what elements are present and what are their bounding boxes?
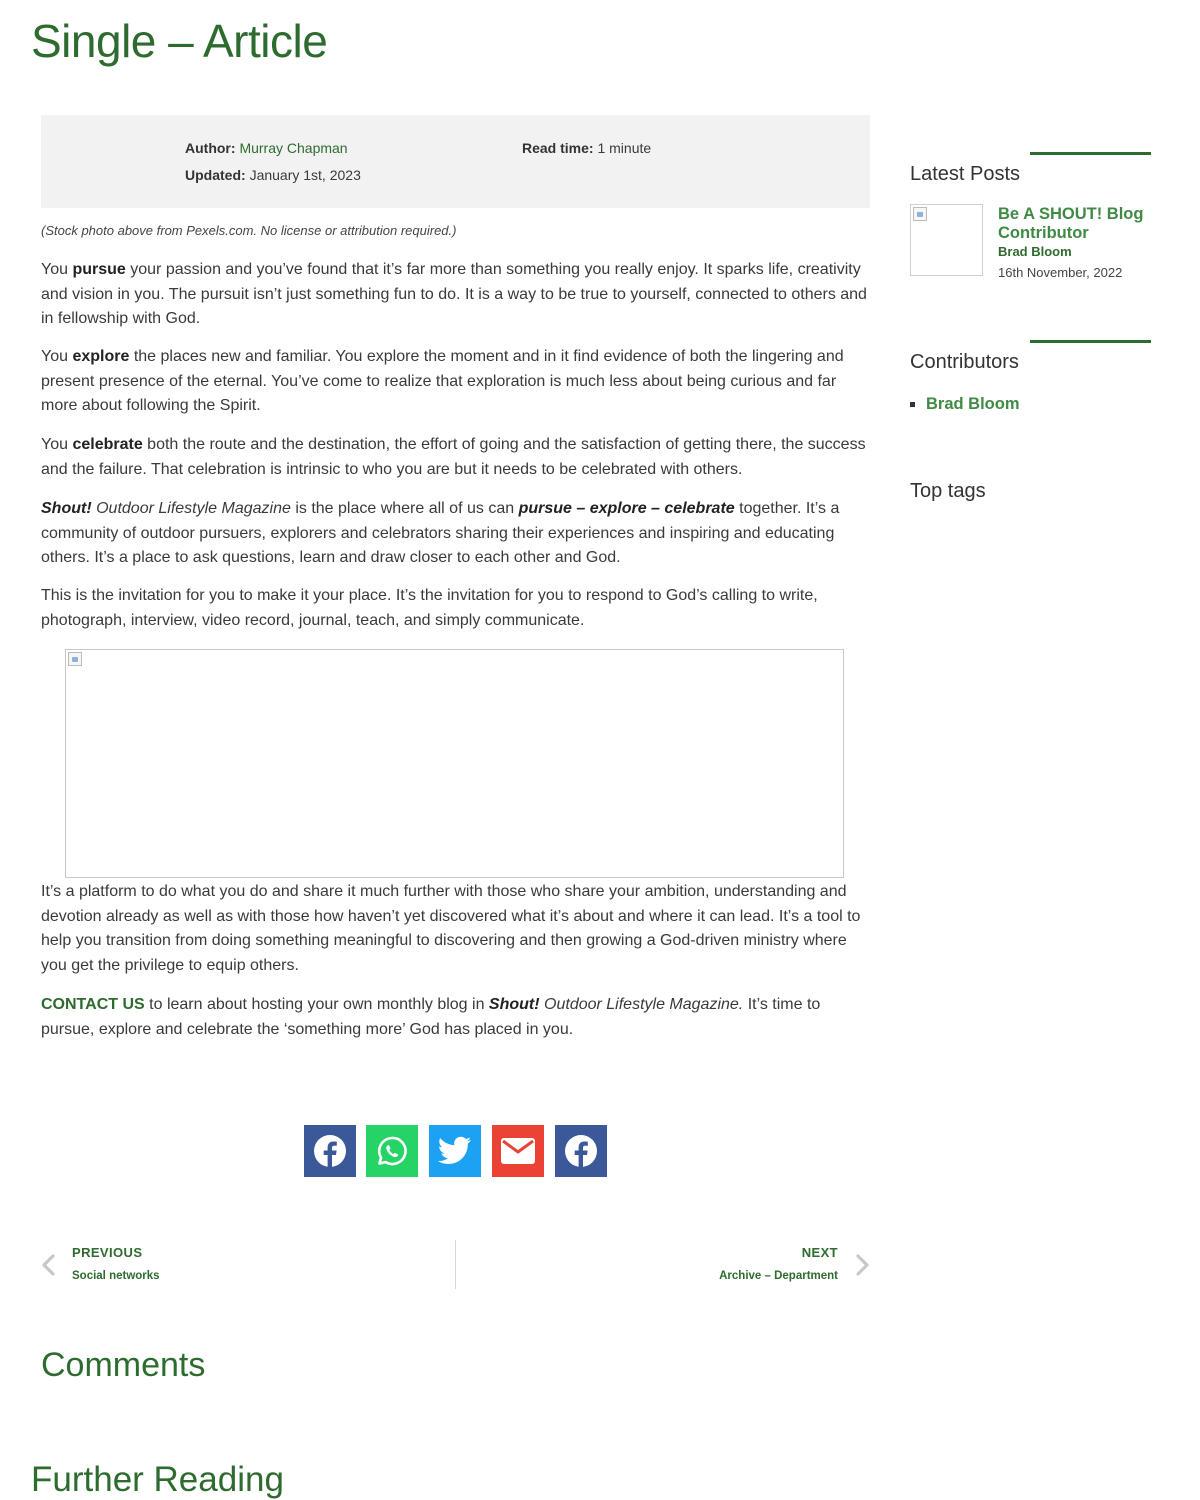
contributors-heading: Contributors (910, 351, 1019, 373)
updated-label: Updated: (185, 167, 246, 183)
updated-line (185, 167, 361, 183)
read-time-label: Read time: (522, 140, 594, 156)
share-email-button[interactable] (492, 1125, 544, 1177)
chevron-right-icon (856, 1254, 870, 1276)
article-image (65, 649, 844, 878)
share-facebook-button[interactable] (304, 1125, 356, 1177)
latest-post-author: Brad Bloom (998, 244, 1072, 259)
latest-post-date: 16th November, 2022 (998, 265, 1123, 280)
comments-title: Comments (41, 1346, 206, 1384)
photo-caption: (Stock photo above from Pexels.com. No license or attribution required.) (41, 223, 457, 238)
broken-image-icon (913, 207, 927, 221)
email-icon (501, 1138, 535, 1164)
paragraph-pursue: You pursue your passion and you’ve found that it’s far more than something you really enjoy. It sparks life, creativity and vision in you. The pursuit isn’t just something fun to do. It is a way to be true to yourself, connected to others and in fellowship with God. (41, 261, 867, 327)
latest-posts-heading: Latest Posts (910, 163, 1021, 185)
celebrate-keyword: celebrate (72, 436, 143, 453)
previous-label: PREVIOUS (72, 1245, 143, 1260)
updated-value: January 1st, 2023 (249, 167, 361, 183)
share-twitter-button[interactable] (429, 1125, 481, 1177)
paragraph-contact: CONTACT US to learn about hosting your own monthly blog in Shout! Outdoor Lifestyle Magazine. It’s time to pursue, explore and celebrate the ‘something more’ God has placed in you. (41, 996, 821, 1038)
next-label: NEXT (801, 1245, 838, 1260)
page-title: Single – Article (31, 15, 328, 67)
pec-tagline: pursue – explore – celebrate (518, 500, 735, 517)
paragraph-magazine: Shout! Outdoor Lifestyle Magazine is the place where all of us can pursue – explore – celebrate together. It’s a community of outdoor pursuers, explorers and celebrators sharing their experiences and inspiring and educating others. It’s a place to ask questions, learn and draw closer to each other and God. (41, 500, 840, 566)
author-link[interactable]: Murray Chapman (239, 140, 348, 156)
further-reading-title: Further Reading (31, 1460, 284, 1499)
author-line (185, 140, 348, 156)
facebook-icon (564, 1134, 598, 1168)
post-nav-divider (455, 1240, 456, 1289)
contributor-link[interactable]: Brad Bloom (926, 395, 1020, 413)
share-facebook-button-2[interactable] (555, 1125, 607, 1177)
contact-us-link[interactable]: CONTACT US (41, 996, 145, 1013)
next-post-title: Archive – Department (719, 1270, 838, 1282)
list-bullet (910, 402, 915, 407)
chevron-left-icon (41, 1254, 55, 1276)
latest-post-title[interactable]: Be A SHOUT! Blog Contributor (998, 205, 1144, 242)
whatsapp-icon (376, 1135, 408, 1167)
paragraph-invitation: This is the invitation for you to make it your place. It’s the invitation for you to respond to God’s calling to write, photograph, interview, video record, journal, teach, and simply communicate. (41, 587, 818, 629)
latest-posts-rule (1030, 152, 1151, 155)
share-whatsapp-button[interactable] (366, 1125, 418, 1177)
contributors-rule (1030, 340, 1151, 343)
next-post-link[interactable] (460, 1240, 870, 1289)
post-thumbnail[interactable] (910, 204, 983, 276)
paragraph-platform: It’s a platform to do what you do and share it much further with those who share your ambition, understanding and devotion already as well as with those how haven’t yet discovered what it’s about and where it can lead. It’s a tool to help you transition from doing something meaningful to discovering and then growing a God-driven ministry where you get the privilege to equip others. (41, 883, 861, 974)
previous-post-link[interactable] (41, 1240, 451, 1289)
read-time-value: 1 minute (597, 140, 652, 156)
facebook-icon (313, 1134, 347, 1168)
previous-post-title: Social networks (72, 1270, 160, 1282)
paragraph-celebrate: You celebrate both the route and the destination, the effort of going and the satisfaction of getting there, the success and the failure. That celebration is intrinsic to who you are but it needs to be celebrated with others. (41, 436, 866, 478)
article-meta-box (41, 115, 870, 208)
author-label: Author: (185, 140, 236, 156)
top-tags-heading: Top tags (910, 480, 986, 502)
broken-image-icon (68, 652, 82, 666)
twitter-icon (438, 1136, 472, 1166)
pursue-keyword: pursue (72, 261, 126, 278)
explore-keyword: explore (72, 348, 130, 365)
read-time-line (522, 140, 651, 156)
paragraph-explore: You explore the places new and familiar. You explore the moment and in it find evidence of both the lingering and present presence of the eternal. You’ve come to realize that exploration is much less about being curious and far more about following the Spirit. (41, 348, 844, 414)
shout-brand: Shout! (41, 500, 92, 517)
